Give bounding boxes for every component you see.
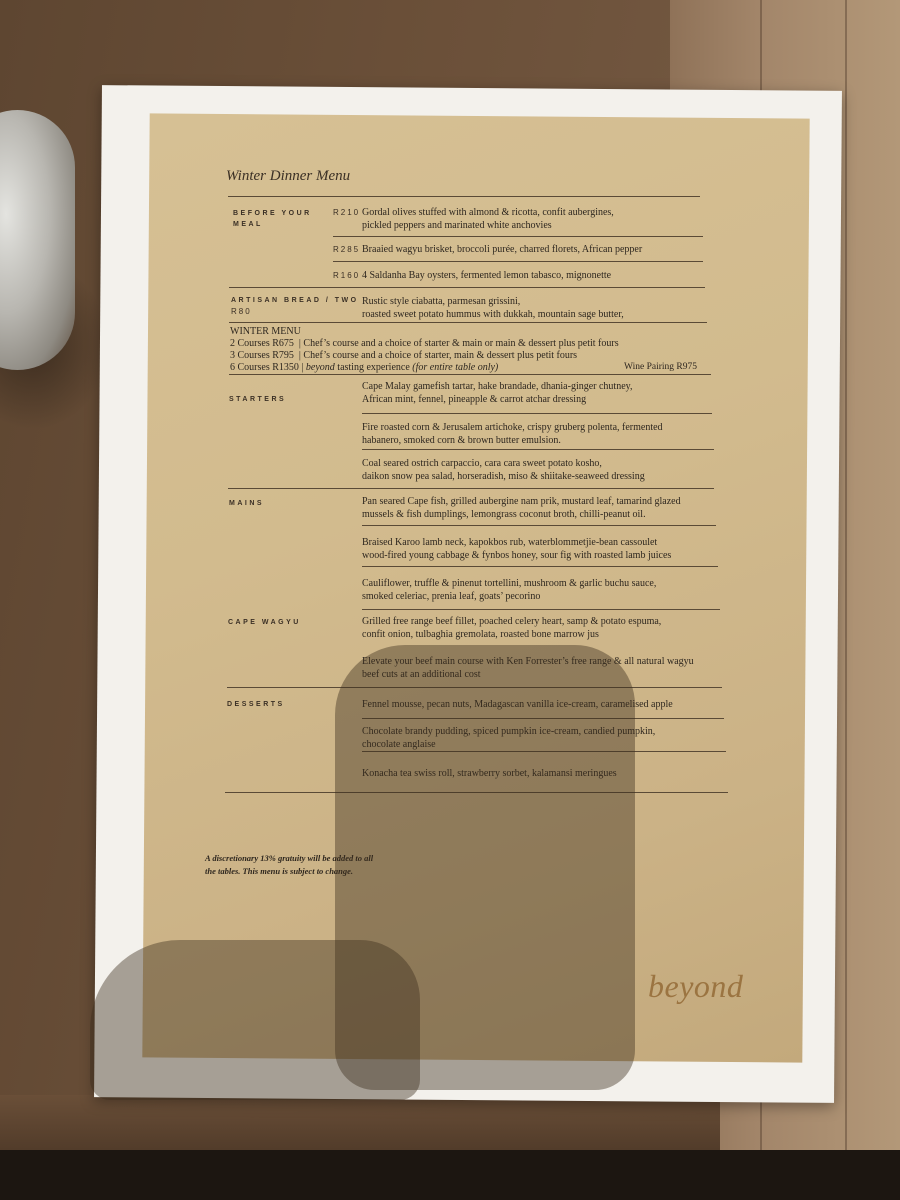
menu-item: Fennel mousse, pecan nuts, Madagascan vanilla ice-cream, caramelised apple [362, 699, 673, 710]
course-option: 6 Courses R1350 | beyond tasting experience (for entire table only) [230, 362, 499, 373]
menu-item: Coal seared ostrich carpaccio, cara cara sweet potato kosho, daikon snow pea salad, horseradish, miso & shiitake-seaweed dressing [362, 458, 645, 482]
menu-item: Chocolate brandy pudding, spiced pumpkin ice-cream, candied pumpkin, chocolate anglaise [362, 726, 656, 750]
menu-item: Pan seared Cape fish, grilled aubergine nam prik, mustard leaf, tamarind glazed mussels & fish dumplings, lemongrass coconut broth, chilli-peanut oil. [362, 496, 681, 520]
item-price: R285 [333, 245, 361, 254]
course-option: 2 Courses R675 | Chef’s course and a choice of starter & main or main & dessert plus petit fours [230, 338, 619, 349]
divider [229, 322, 707, 323]
menu-item: Braised Karoo lamb neck, kapokbos rub, waterblommetjie-bean cassoulet wood-fired young cabbage & fynbos honey, sour fig with roasted lamb juices [362, 537, 672, 561]
section-cape-wagyu: CAPE WAGYU [228, 619, 301, 626]
divider [362, 609, 720, 610]
divider [333, 236, 703, 237]
beyond-logo: beyond [648, 968, 744, 1004]
menu-item: 4 Saldanha Bay oysters, fermented lemon tabasco, mignonette [362, 270, 612, 281]
section-desserts: DESSERTS [227, 701, 285, 708]
menu-item: Elevate your beef main course with Ken Forrester’s free range & all natural wagyu beef cuts at an additional cost [362, 656, 694, 680]
item-price: R80 [231, 307, 252, 316]
menu-item: Cape Malay gamefish tartar, hake brandade, dhania-ginger chutney, African mint, fennel, pineapple & carrot atchar dressing [362, 381, 633, 405]
item-price: R160 [333, 271, 361, 280]
menu-item: Rustic style ciabatta, parmesan grissini, roasted sweet potato hummus with dukkah, mountain sage butter, [362, 296, 624, 320]
divider [333, 261, 703, 262]
gratuity-note: A discretionary 13% gratuity will be added to all the tables. This menu is subject to change. [205, 853, 374, 876]
divider [362, 413, 712, 414]
section-mains: MAINS [229, 500, 265, 507]
course-option: 3 Courses R795 | Chef’s course and a choice of starter, main & dessert plus petit fours [230, 350, 578, 361]
hand-shadow [90, 940, 420, 1100]
menu-item: Konacha tea swiss roll, strawberry sorbet, kalamansi meringues [362, 768, 617, 779]
divider [362, 566, 718, 567]
section-starters: STARTERS [229, 396, 287, 403]
winter-menu-heading: WINTER MENU [230, 326, 301, 337]
divider [362, 449, 714, 450]
wine-pairing: Wine Pairing R975 [624, 362, 697, 372]
section-artisan-bread: ARTISAN BREAD / TWO [231, 297, 359, 304]
divider [228, 488, 714, 489]
menu-item: Gordal olives stuffed with almond & ricotta, confit aubergines, pickled peppers and marinated white anchovies [362, 207, 614, 231]
divider [362, 525, 716, 526]
divider [229, 374, 711, 375]
divider [228, 196, 700, 197]
item-price: R210 [333, 208, 361, 217]
menu-item: Cauliflower, truffle & pinenut tortellini, mushroom & garlic buchu sauce, smoked celeriac, prenia leaf, goats’ pecorino [362, 578, 657, 602]
menu-title: Winter Dinner Menu [226, 168, 351, 184]
divider [229, 287, 705, 288]
section-before-your-meal: BEFORE YOUR MEAL [233, 210, 312, 228]
menu-item: Grilled free range beef fillet, poached celery heart, samp & potato espuma, confit onion, tulbaghia gremolata, roasted bone marrow jus [362, 616, 662, 640]
menu-item: Braaied wagyu brisket, broccoli purée, charred florets, African pepper [362, 244, 643, 255]
menu-item: Fire roasted corn & Jerusalem artichoke, crispy gruberg polenta, fermented habanero, smoked corn & brown butter emulsion. [362, 422, 663, 446]
